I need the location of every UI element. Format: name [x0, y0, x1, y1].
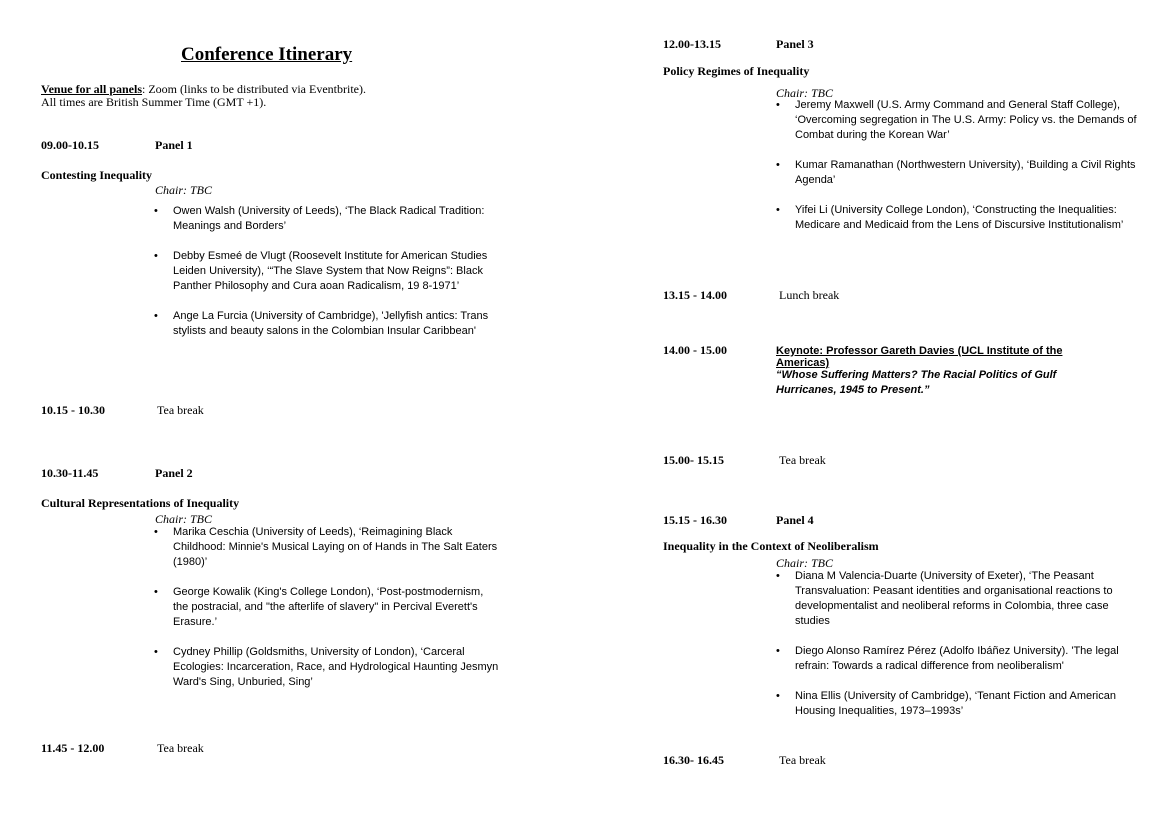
list-item: • Diana M Valencia-Duarte (University of Exeter), ‘The Peasant Transvaluation: Peasant identities and organisational reactions to developmentalist and neoliberal reforms in Colombia, three case studies — [776, 570, 1113, 627]
panel3-label: Panel 3 — [776, 37, 814, 51]
list-item: • Marika Ceschia (University of Leeds), ‘Reimagining Black Childhood: Minnie's Musical Laying on of Hands in The Salt Eaters (1980)’ — [154, 526, 498, 568]
panel3-talk-list — [776, 98, 1141, 248]
panel2-talk-list — [154, 525, 499, 705]
panel2-label: Panel 2 — [155, 466, 193, 480]
panel4-title: Inequality in the Context of Neoliberalism — [663, 539, 879, 553]
break3-time: 15.00- 15.15 — [663, 453, 724, 467]
break2-time: 11.45 - 12.00 — [41, 741, 105, 755]
panel1-time: 09.00-10.15 — [41, 138, 99, 152]
panel4-chair: Chair: TBC — [776, 556, 834, 570]
panel1-label: Panel 1 — [155, 138, 193, 152]
panel4-time: 15.15 - 16.30 — [663, 513, 727, 527]
bullet-icon: • — [776, 570, 780, 582]
list-item: • Owen Walsh (University of Leeds), ‘The Black Radical Tradition: Meanings and Borders’ — [154, 205, 485, 232]
panel3-chair: Chair: TBC — [776, 86, 834, 100]
bullet-icon: • — [776, 204, 780, 216]
bullet-icon: • — [776, 690, 780, 702]
list-item: • Jeremy Maxwell (U.S. Army Command and General Staff College), ‘Overcoming segregation in The U.S. Army: Policy vs. the Demands of Combat during the Korean War’ — [776, 99, 1137, 141]
bullet-icon: • — [776, 99, 780, 111]
bullet-icon: • — [154, 250, 158, 262]
list-item: • Yifei Li (University College London), ‘Constructing the Inequalities: Medicare and Medicaid from the Lens of Discursive Institutionalism’ — [776, 204, 1124, 231]
panel1-chair: Chair: TBC — [155, 183, 213, 197]
bullet-icon: • — [776, 159, 780, 171]
keynote-talk-title: “Whose Suffering Matters? The Racial Politics of Gulf Hurricanes, 1945 to Present.” — [776, 369, 1057, 396]
break1-time: 10.15 - 10.30 — [41, 403, 105, 417]
bullet-icon: • — [154, 310, 158, 322]
panel1-title: Contesting Inequality — [41, 168, 153, 182]
panel4-label: Panel 4 — [776, 513, 814, 527]
timezone-note: All times are British Summer Time (GMT +1). — [41, 95, 267, 109]
break2-label: Tea break — [157, 741, 204, 755]
panel2-time: 10.30-11.45 — [41, 466, 99, 480]
panel4-talk-list — [776, 569, 1146, 734]
panel3-time: 12.00-13.15 — [663, 37, 721, 51]
lunch-time: 13.15 - 14.00 — [663, 288, 727, 302]
venue-text: : Zoom (links to be distributed via Eventbrite). — [142, 82, 366, 96]
bullet-icon: • — [154, 205, 158, 217]
bullet-icon: • — [776, 645, 780, 657]
panel3-title: Policy Regimes of Inequality — [663, 64, 810, 78]
list-item: • Diego Alonso Ramírez Pérez (Adolfo Ibáñez University). 'The legal refrain: Towards a radical difference from neoliberalism' — [776, 645, 1119, 672]
list-item: • Nina Ellis (University of Cambridge), ‘Tenant Fiction and American Housing Inequalities, 1973–1993s’ — [776, 690, 1116, 717]
lunch-label: Lunch break — [779, 288, 840, 302]
break3-label: Tea break — [779, 453, 826, 467]
panel2-chair: Chair: TBC — [155, 512, 213, 526]
break4-time: 16.30- 16.45 — [663, 753, 724, 767]
list-item: • George Kowalik (King's College London), ‘Post-postmodernism, the postracial, and "the afterlife of slavery" in Percival Everett's Erasure.’ — [154, 586, 484, 628]
list-item: • Ange La Furcia (University of Cambridge), 'Jellyfish antics: Trans stylists and beauty salons in the Colombian Insular Caribbean' — [154, 310, 489, 337]
page-title: Conference Itinerary — [181, 44, 353, 65]
bullet-icon: • — [154, 646, 158, 658]
bullet-icon: • — [154, 526, 158, 538]
panel2-title: Cultural Representations of Inequality — [41, 496, 240, 510]
keynote-speaker: Keynote: Professor Gareth Davies (UCL Institute of the Americas) — [776, 345, 1063, 369]
panel1-talk-list — [154, 204, 514, 354]
list-item: • Cydney Phillip (Goldsmiths, University of London), ‘Carceral Ecologies: Incarceration, Race, and Hydrological Haunting Jesmyn Ward's Sing, Unburied, Sing’ — [154, 646, 499, 688]
list-item: • Kumar Ramanathan (Northwestern University), ‘Building a Civil Rights Agenda’ — [776, 159, 1136, 186]
break4-label: Tea break — [779, 753, 826, 767]
venue-label: Venue for all panels — [41, 82, 143, 96]
break1-label: Tea break — [157, 403, 204, 417]
list-item: • Debby Esmeé de Vlugt (Roosevelt Institute for American Studies Leiden University), ‘“The Slave System that Now Reigns”: Black Panther Philosophy and Cura aoan Radicalism, 19 8-1971’ — [154, 250, 488, 292]
bullet-icon: • — [154, 586, 158, 598]
keynote-time: 14.00 - 15.00 — [663, 343, 727, 357]
